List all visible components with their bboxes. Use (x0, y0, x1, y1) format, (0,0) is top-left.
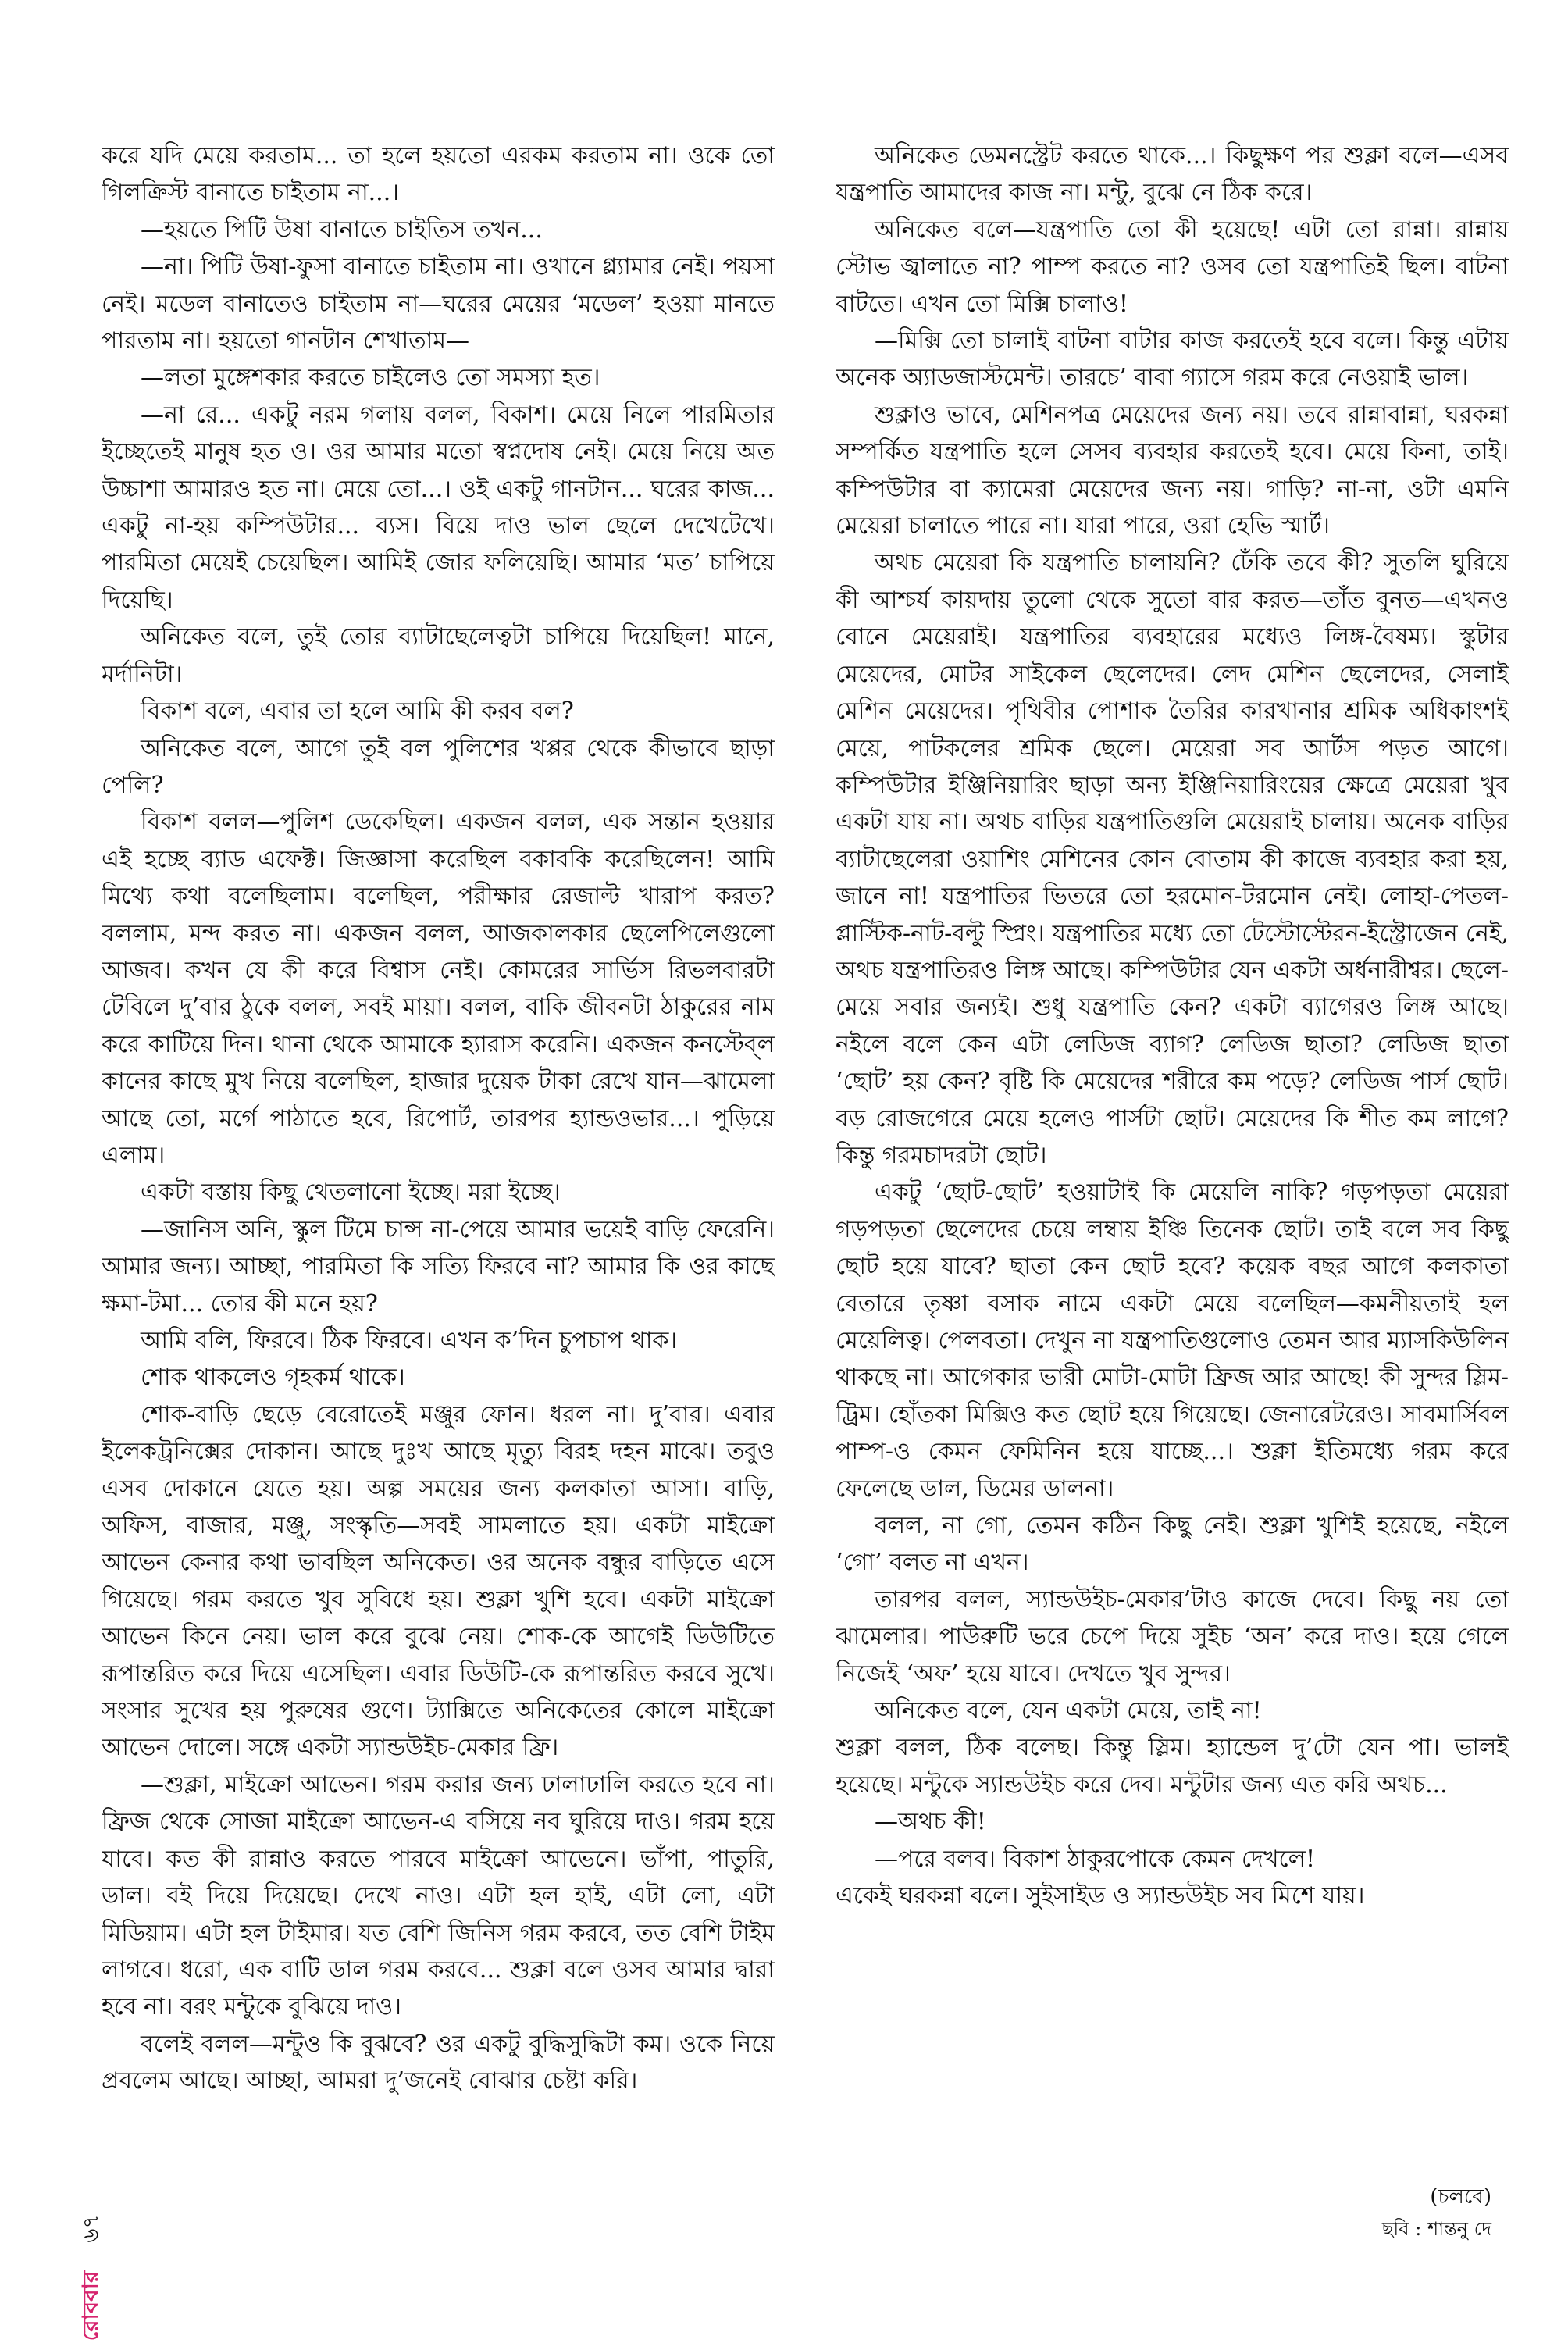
paragraph: একটা বস্তায় কিছু থেতলানো ইচ্ছে। মরা ইচ্ছে। (141, 1179, 561, 1207)
paragraph: শুক্লাও ভাবে, মেশিনপত্র মেয়েদের জন্য নয়। তবে রান্নাবান্না, ঘরকন্না সম্পর্কিত যন্ত্রপাতি হলে সেসব ব্যবহার করতেই হবে। মেয়ে কিনা, তাই। কম্পিউটার বা ক্যামেরা মেয়েদের জন্য নয়। গাড়ি? না-না, ওটা এমনি মেয়েরা চালাতে পারে না। যারা পারে, ওরা হেভি স্মার্ট। (836, 401, 1509, 540)
page-footer (77, 2210, 108, 2341)
paragraph: বিকাশ বলে, এবার তা হলে আমি কী করব বল? (141, 697, 574, 726)
magazine-name: রোববার (77, 2270, 104, 2341)
paragraph: আমি বলি, ফিরবে। ঠিক ফিরবে। এখন ক’দিন চুপচাপ থাক। (141, 1327, 678, 1354)
paragraph: শুক্লা বলল, ঠিক বলেছ। কিন্তু স্লিম। হ্যান্ডেল দু’টো যেন পা। ভালই হয়েছে। মন্টুকে স্যান্ডউইচ করে দেব। মন্টুটার জন্য এত করি অথচ... (836, 1734, 1509, 1799)
page-number: ৬৭ (77, 2214, 104, 2243)
paragraph: —অথচ কী! (875, 1808, 986, 1836)
paragraph: অনিকেত ডেমনস্ট্রেট করতে থাকে...। কিছুক্ষণ পর শুক্লা বলে—এসব যন্ত্রপাতি আমাদের কাজ না। মন্টু, বুঝে নে ঠিক করে। (836, 142, 1509, 207)
paragraph: শোক-বাড়ি ছেড়ে বেরোতেই মঞ্জুর ফোন। ধরল না। দু’বার। এবার ইলেকট্রনিক্সের দোকান। আছে দুঃখ আছে মৃত্যু বিরহ দহন মাঝে। তবুও এসব দোকানে যেতে হয়। অল্প সময়ের জন্য কলকাতা আসা। বাড়ি, অফিস, বাজার, মঞ্জু, সংস্কৃতি—সবই সামলাতে হয়। একটা মাইক্রো আভেন কেনার কথা ভাবছিল অনিকেত। ওর অনেক বন্ধুর বাড়িতে এসে গিয়েছে। গরম করতে খুব সুবিধে হয়। শুক্লা খুশি হবে। একটা মাইক্রো আভেন কিনে নেয়। ভাল করে বুঝে নেয়। শোক-কে আগেই ডিউটিতে রূপান্তরিত করে দিয়ে এসেছিল। এবার ডিউটি-কে রূপান্তরিত করবে সুখে। সংসার সুখের হয় পুরুষের গুণে। ট্যাক্সিতে অনিকেতের কোলে মাইক্রো আভেন দোলে। সঙ্গে একটা স্যান্ডউইচ-মেকার ফ্রি। (102, 1400, 775, 1762)
paragraph: —মিক্সি তো চালাই বাটনা বাটার কাজ করতেই হবে বলে। কিন্তু এটায় অনেক অ্যাডজাস্টমেন্ট। তারচে’ বাবা গ্যাসে গরম করে নেওয়াই ভাল। (836, 327, 1509, 392)
paragraph: বলল, না গো, তেমন কঠিন কিছু নেই। শুক্লা খুশিই হয়েছে, নইলে ‘গো’ বলত না এখন। (836, 1512, 1509, 1577)
article-column-left (102, 137, 775, 2238)
paragraph: —না। পিটি উষা-ফুসা বানাতে চাইতাম না। ওখানে গ্ল্যামার নেই। পয়সা নেই। মডেল বানাতেও চাইতাম না—ঘরের মেয়ের ‘মডেল’ হওয়া মানতে পারতাম না। হয়তো গানটান শেখাতাম— (102, 253, 775, 355)
paragraph: —লতা মুঙ্গেশকার করতে চাইলেও তো সমস্যা হত। (141, 364, 600, 392)
paragraph: —জানিস অনি, স্কুল টিমে চান্স না-পেয়ে আমার ভয়েই বাড়ি ফেরেনি। আমার জন্য। আচ্ছা, পারমিতা কি সত্যি ফিরবে না? আমার কি ওর কাছে ক্ষমা-টমা... তোর কী মনে হয়? (102, 1215, 775, 1318)
paragraph: অনিকেত বলে, তুই তোর ব্যাটাছেলেত্বটা চাপিয়ে দিয়েছিল! মানে, মর্দানিটা। (102, 623, 775, 688)
paragraph: শোক থাকলেও গৃহকর্ম থাকে। (141, 1364, 405, 1392)
paragraph: তারপর বলল, স্যান্ডউইচ-মেকার’টাও কাজে দেবে। কিছু নয় তো ঝামেলার। পাউরুটি ভরে চেপে দিয়ে সুইচ ‘অন’ করে দাও। হয়ে গেলে নিজেই ‘অফ’ হয়ে যাবে। দেখতে খুব সুন্দর। (836, 1585, 1509, 1688)
paragraph: অনিকেত বলে, যেন একটা মেয়ে, তাই না! (875, 1697, 1262, 1725)
paragraph: বলেই বলল—মন্টুও কি বুঝবে? ওর একটু বুদ্ধিসুদ্ধিটা কম। ওকে নিয়ে প্রবলেম আছে। আচ্ছা, আমরা দু’জনেই বোঝার চেষ্টা করি। (102, 2030, 775, 2095)
paragraph: অনিকেত বলে—যন্ত্রপাতি তো কী হয়েছে! এটা তো রান্না। রান্নায় স্টোভ জ্বালাতে না? পাম্প করতে না? ওসব তো যন্ত্রপাতিই ছিল। বাটনা বাটতে। এখন তো মিক্সি চালাও! (836, 216, 1509, 318)
paragraph: অথচ মেয়েরা কি যন্ত্রপাতি চালায়নি? ঢেঁকি তবে কী? সুতলি ঘুরিয়ে কী আশ্চর্য কায়দায় তুলো থেকে সুতো বার করত—তাঁত বুনত—এখনও বোনে মেয়েরাই। যন্ত্রপাতির ব্যবহারের মধ্যেও লিঙ্গ-বৈষম্য। স্কুটার মেয়েদের, মোটর সাইকেল ছেলেদের। লেদ মেশিন ছেলেদের, সেলাই মেশিন মেয়েদের। পৃথিবীর পোশাক তৈরির কারখানার শ্রমিক অধিকাংশই মেয়ে, পাটকলের শ্রমিক ছেলে। মেয়েরা সব আর্টস পড়ত আগে। কম্পিউটার ইঞ্জিনিয়ারিং ছাড়া অন্য ইঞ্জিনিয়ারিংয়ের ক্ষেত্রে মেয়েরা খুব একটা যায় না। অথচ বাড়ির যন্ত্রপাতিগুলি মেয়েরাই চালায়। অনেক বাড়ির ব্যাটাছেলেরা ওয়াশিং মেশিনের কোন বোতাম কী কাজে ব্যবহার করা হয়, জানে না! যন্ত্রপাতির ভিতরে তো হরমোন-টরমোন নেই। লোহা-পেতল-প্লাস্টিক-নাট-বল্টু স্প্রিং। যন্ত্রপাতির মধ্যে তো টেস্টোস্টেরন-ইস্ট্রোজেন নেই, অথচ যন্ত্রপাতিরও লিঙ্গ আছে। কম্পিউটার যেন একটা অর্ধনারীশ্বর। ছেলে-মেয়ে সবার জন্যই। শুধু যন্ত্রপাতি কেন? একটা ব্যাগেরও লিঙ্গ আছে। নইলে বলে কেন এটা লেডিজ ব্যাগ? লেডিজ ছাতা? লেডিজ ছাতা ‘ছোট’ হয় কেন? বৃষ্টি কি মেয়েদের শরীরে কম পড়ে? লেডিজ পার্স ছোট। বড় রোজগেরে মেয়ে হলেও পার্সটা ছোট। মেয়েদের কি শীত কম লাগে? কিন্তু গরমচাদরটা ছোট। (836, 549, 1509, 1169)
paragraph: একেই ঘরকন্না বলে। সুইসাইড ও স্যান্ডউইচ সব মিশে যায়। (836, 1882, 1365, 1910)
paragraph: —পরে বলব। বিকাশ ঠাকুরপোকে কেমন দেখলে! (875, 1845, 1316, 1873)
paragraph: একটু ‘ছোট-ছোট’ হওয়াটাই কি মেয়েলি নাকি? গড়পড়তা মেয়েরা গড়পড়তা ছেলেদের চেয়ে লম্বায় ইঞ্চি তিনেক ছোট। তাই বলে সব কিছু ছোট হয়ে যাবে? ছাতা কেন ছোট হবে? কয়েক বছর আগে কলকাতা বেতারে তৃষ্ণা বসাক নামে একটা মেয়ে বলেছিল—কমনীয়তাই হল মেয়েলিত্ব। পেলবতা। দেখুন না যন্ত্রপাতিগুলোও তেমন আর ম্যাসকিউলিন থাকছে না। আগেকার ভারী মোটা-মোটা ফ্রিজ আর আছে! কী সুন্দর স্লিম-ট্রিম। হোঁতকা মিক্সিও কত ছোট হয়ে গিয়েছে। জেনারেটরেও। সাবমার্সিবল পাম্প-ও কেমন ফেমিনিন হয়ে যাচ্ছে...। শুক্লা ইতিমধ্যে গরম করে ফেলেছে ডাল, ডিমের ডালনা। (836, 1179, 1509, 1503)
paragraph: —হয়তে পিটি উষা বানাতে চাইতিস তখন... (141, 216, 543, 244)
continued-label: (চলবে) (1430, 2185, 1491, 2209)
article-column-right (836, 137, 1509, 2238)
paragraph: —শুক্লা, মাইক্রো আভেন। গরম করার জন্য ঢালাঢালি করতে হবে না। ফ্রিজ থেকে সোজা মাইক্রো আভেন-এ বসিয়ে নব ঘুরিয়ে দাও। গরম হয়ে যাবে। কত কী রান্নাও করতে পারবে মাইক্রো আভেনে। ভাঁপা, পাতুরি, ডাল। বই দিয়ে দিয়েছে। দেখে নাও। এটা হল হাই, এটা লো, এটা মিডিয়াম। এটা হল টাইমার। যত বেশি জিনিস গরম করবে, তত বেশি টাইম লাগবে। ধরো, এক বাটি ডাল গরম করবে... শুক্লা বলে ওসব আমার দ্বারা হবে না। বরং মন্টুকে বুঝিয়ে দাও। (102, 1771, 775, 2021)
paragraph: করে যদি মেয়ে করতাম... তা হলে হয়তো এরকম করতাম না। ওকে তো গিলক্রিস্ট বানাতে চাইতাম না...। (102, 142, 775, 207)
paragraph: —না রে... একটু নরম গলায় বলল, বিকাশ। মেয়ে নিলে পারমিতার ইচ্ছেতেই মানুষ হত ও। ওর আমার মতো স্বপ্নদোষ নেই। মেয়ে নিয়ে অত উচ্চাশা আমারও হত না। মেয়ে তো...। ওই একটু গানটান... ঘরের কাজ... একটু না-হয় কম্পিউটার... ব্যস। বিয়ে দাও ভাল ছেলে দেখেটেখে। পারমিতা মেয়েই চেয়েছিল। আমিই জোর ফলিয়েছি। আমার ‘মত’ চাপিয়ে দিয়েছি। (102, 401, 775, 614)
paragraph: অনিকেত বলে, আগে তুই বল পুলিশের খপ্পর থেকে কীভাবে ছাড়া পেলি? (102, 734, 775, 799)
paragraph: বিকাশ বলল—পুলিশ ডেকেছিল। একজন বলল, এক সন্তান হওয়ার এই হচ্ছে ব্যাড এফেক্ট। জিজ্ঞাসা করেছিল বকাবকি করেছিলেন! আমি মিথ্যে কথা বলেছিলাম। বলেছিল, পরীক্ষার রেজাল্ট খারাপ করত? বললাম, মন্দ করত না। একজন বলল, আজকালকার ছেলেপিলেগুলো আজব। কখন যে কী করে বিশ্বাস নেই। কোমরের সার্ভিস রিভলবারটা টেবিলে দু’বার ঠুকে বলল, সবই মায়া। বলল, বাকি জীবনটা ঠাকুরের নাম করে কাটিয়ে দিন। থানা থেকে আমাকে হ্যারাস করেনি। একজন কনস্টেব্‌ল কানের কাছে মুখ নিয়ে বলেছিল, হাজার দুয়েক টাকা রেখে যান—ঝামেলা আছে তো, মর্গে পাঠাতে হবে, রিপোর্ট, তারপর হ্যান্ডওভার...। পুড়িয়ে এলাম। (102, 808, 775, 1169)
illustration-credit: ছবি : শান্তনু দে (1381, 2218, 1491, 2240)
